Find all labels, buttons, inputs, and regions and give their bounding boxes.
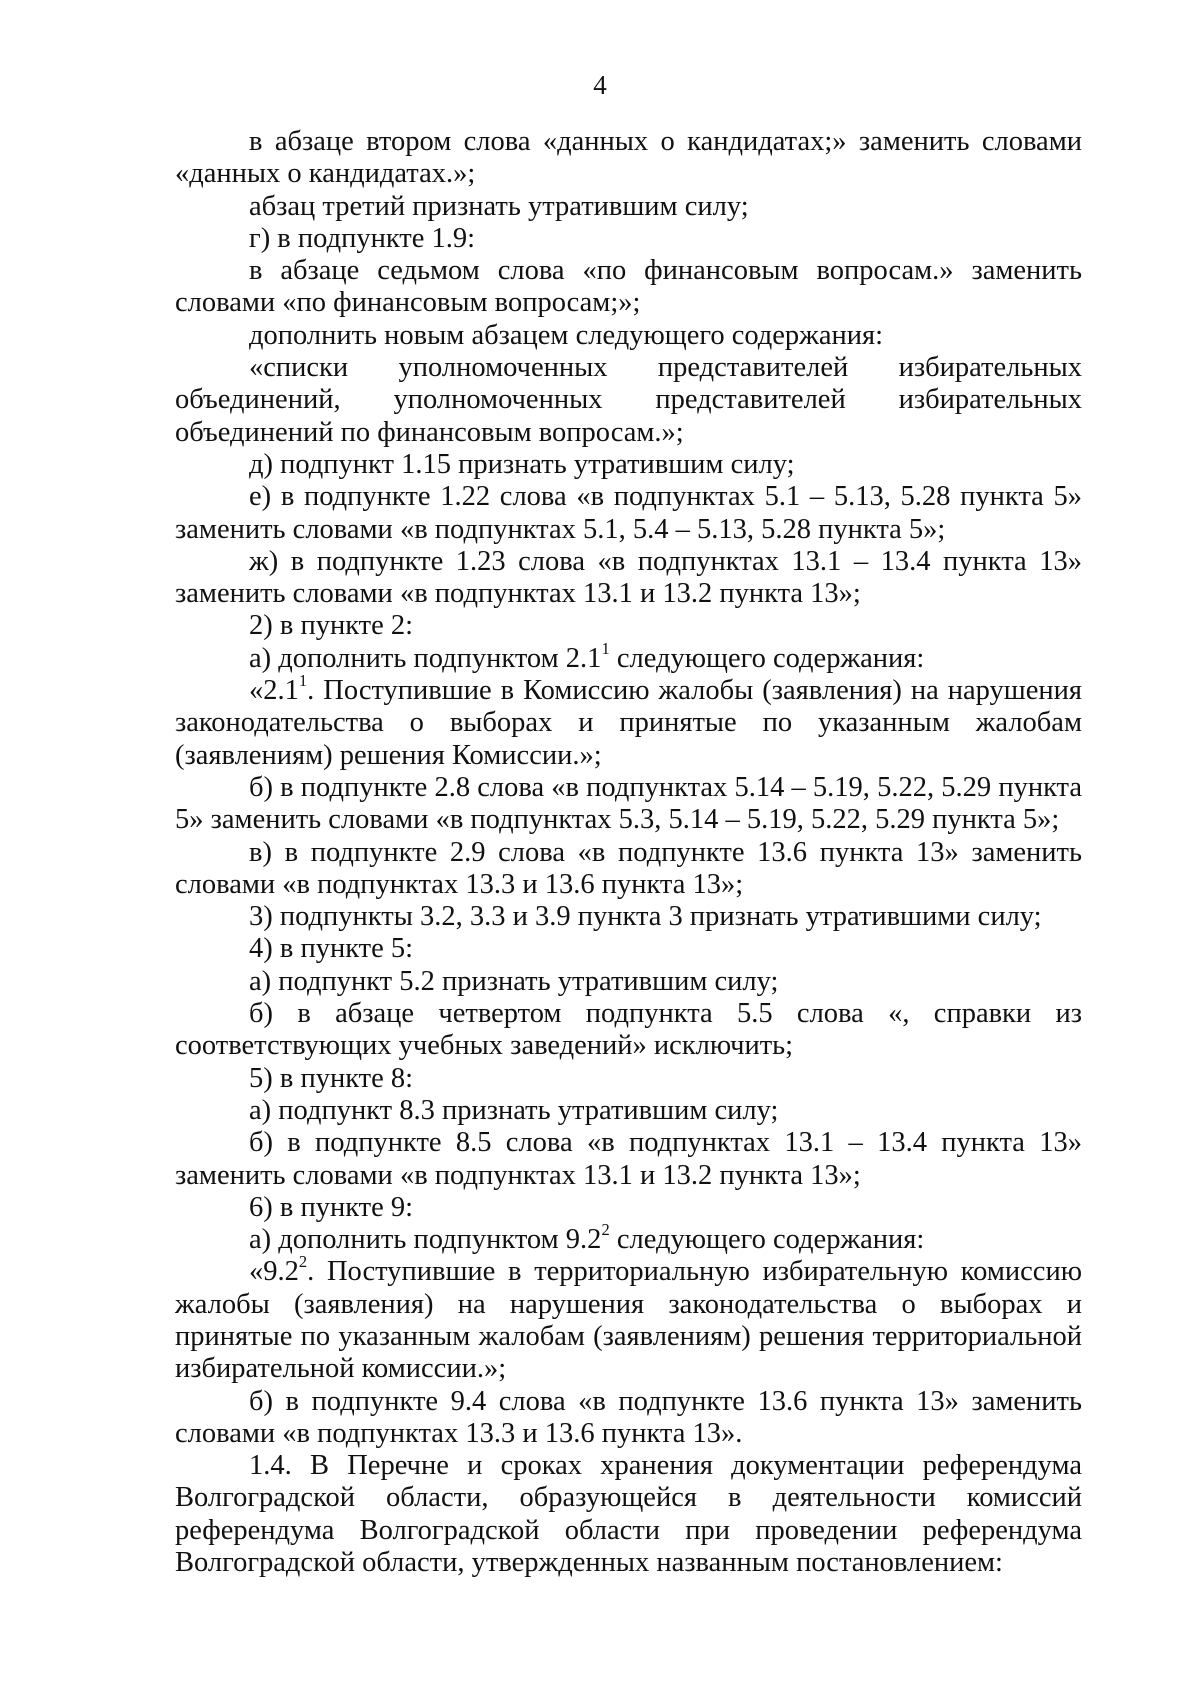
paragraph	[175, 670, 1082, 772]
paragraph-text: а) дополнить подпунктом 2.1	[249, 642, 602, 674]
paragraph-text: «9.2	[249, 1256, 299, 1288]
paragraph: д) подпункт 1.15 признать утратившим силу;	[249, 448, 795, 480]
paragraph: абзац третий признать утратившим силу;	[249, 190, 749, 222]
page-number: 4	[593, 70, 607, 100]
superscript-index: 1	[601, 638, 610, 658]
superscript-index: 2	[601, 1219, 610, 1239]
superscript-index: 1	[298, 670, 308, 690]
paragraph	[175, 1252, 1082, 1385]
document-body	[175, 126, 1082, 1579]
paragraph: 4) в пункте 5:	[249, 933, 414, 965]
paragraph: б) в подпункте 8.5 слова «в подпунктах 13.1 – 13.4 пункта 13» заменить словами «в подпунктах 13.1 и 13.2 пункта 13»;	[175, 1127, 1082, 1191]
paragraph: в абзаце втором слова «данных о кандидатах;» заменить словами «данных о кандидатах.»;	[175, 126, 1082, 190]
paragraph: в) в подпункте 2.9 слова «в подпункте 13.6 пункта 13» заменить словами «в подпунктах 13.3 и 13.6 пункта 13»;	[175, 836, 1082, 900]
paragraph: 6) в пункте 9:	[249, 1191, 414, 1223]
paragraph: г) в подпункте 1.9:	[249, 222, 476, 254]
paragraph	[175, 638, 1082, 675]
paragraph-text: следующего содержания:	[609, 1224, 925, 1256]
superscript-index: 2	[298, 1252, 308, 1272]
paragraph: дополнить новым абзацем следующего содержания:	[249, 319, 884, 351]
paragraph: е) в подпункте 1.22 слова «в подпунктах 5.1 – 5.13, 5.28 пункта 5» заменить словами «в подпунктах 5.1, 5.4 – 5.13, 5.28 пункта 5»;	[175, 481, 1082, 545]
paragraph: а) подпункт 8.3 признать утратившим силу;	[249, 1094, 779, 1126]
paragraph: 1.4. В Перечне и сроках хранения документации референдума Волгоградской области, образующейся в деятельности комиссий референдума Волгоградской области при проведении референдума Волгоградской области, утвержденных названным постановлением:	[175, 1450, 1082, 1579]
paragraph-text: . Поступившие в Комиссию жалобы (заявления) на нарушения законодательства о выборах и принятые по указанным жалобам (заявлениям) решения Комиссии.»;	[175, 675, 1082, 771]
paragraph-text: следующего содержания:	[609, 642, 925, 674]
paragraph: б) в абзаце четвертом подпункта 5.5 слова «, справки из соответствующих учебных заведений» исключить;	[175, 998, 1082, 1062]
paragraph-text: а) дополнить подпунктом 9.2	[249, 1224, 602, 1256]
paragraph-text: . Поступившие в территориальную избирательную комиссию жалобы (заявления) на нарушения законодательства о выборах и принятые по указанным жалобам (заявлениям) решения территориальной избирательной комиссии.»;	[175, 1256, 1082, 1385]
paragraph: 5) в пункте 8:	[249, 1062, 414, 1094]
paragraph: а) подпункт 5.2 признать утратившим силу;	[249, 965, 779, 997]
paragraph: б) в подпункте 2.8 слова «в подпунктах 5.14 – 5.19, 5.22, 5.29 пункта 5» заменить словами «в подпунктах 5.3, 5.14 – 5.19, 5.22, 5.29 пункта 5»;	[175, 771, 1082, 836]
paragraph: «списки уполномоченных представителей избирательных объединений, уполномоченных представителей избирательных объединений по финансовым вопросам.»;	[175, 352, 1082, 448]
paragraph: ж) в подпункте 1.23 слова «в подпунктах 13.1 – 13.4 пункта 13» заменить словами «в подпунктах 13.1 и 13.2 пункта 13»;	[175, 545, 1082, 610]
paragraph: в абзаце седьмом слова «по финансовым вопросам.» заменить словами «по финансовым вопросам;»;	[175, 255, 1082, 319]
paragraph: 2) в пункте 2:	[249, 610, 414, 642]
paragraph: 3) подпункты 3.2, 3.3 и 3.9 пункта 3 признать утратившими силу;	[249, 901, 1042, 933]
paragraph: б) в подпункте 9.4 слова «в подпункте 13.6 пункта 13» заменить словами «в подпунктах 13.3 и 13.6 пункта 13».	[175, 1385, 1082, 1449]
paragraph-text: «2.1	[249, 675, 299, 707]
paragraph	[175, 1219, 1082, 1256]
